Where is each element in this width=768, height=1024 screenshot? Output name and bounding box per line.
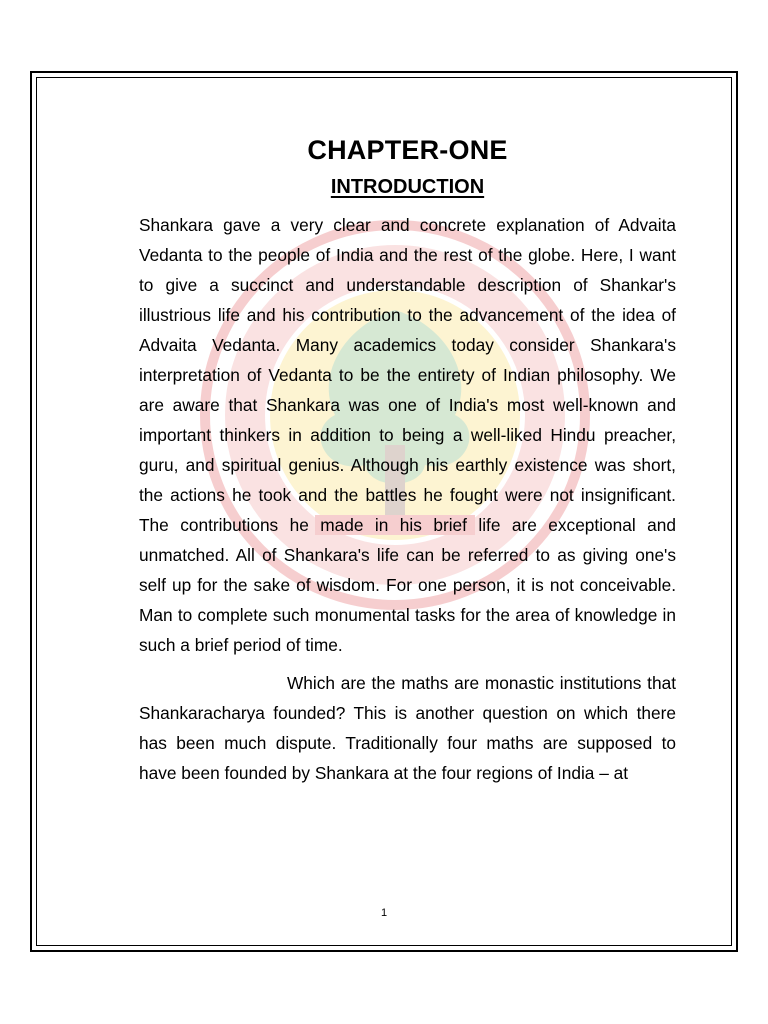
paragraph-1: Shankara gave a very clear and concrete explanation of Advaita Vedanta to the people of India and the rest of the globe. Here, I want to give a succinct and understandable description of Shankar's illustrious life and his contribution to the advancement of the idea of Advaita Vedanta. Many academics today consider Shankara's interpretation of Vedanta to be the entirety of Indian philosophy. We are aware that Shankara was one of India's most well-known and important thinkers in addition to being a well-liked Hindu preacher, guru, and spiritual genius. Although his earthly existence was short, the actions he took and the battles he fought were not insignificant. The contributions he made in his brief life are exceptional and unmatched. All of Shankara's life can be referred to as giving one's self up for the sake of wisdom. For one person, it is not conceivable. Man to complete such monumental tasks for the area of knowledge in such a brief period of time. bbox=[139, 215, 676, 655]
paragraph-2: Which are the maths are monastic institutions that Shankaracharya founded? This is another question on which there has been much dispute. Traditionally four maths are supposed to have been founded by Shankara at the four regions of India – at bbox=[139, 673, 676, 783]
document-body bbox=[139, 130, 676, 788]
page-number: 1 bbox=[380, 907, 388, 919]
chapter-title: CHAPTER-ONE bbox=[307, 135, 508, 165]
section-title: INTRODUCTION bbox=[330, 176, 485, 198]
